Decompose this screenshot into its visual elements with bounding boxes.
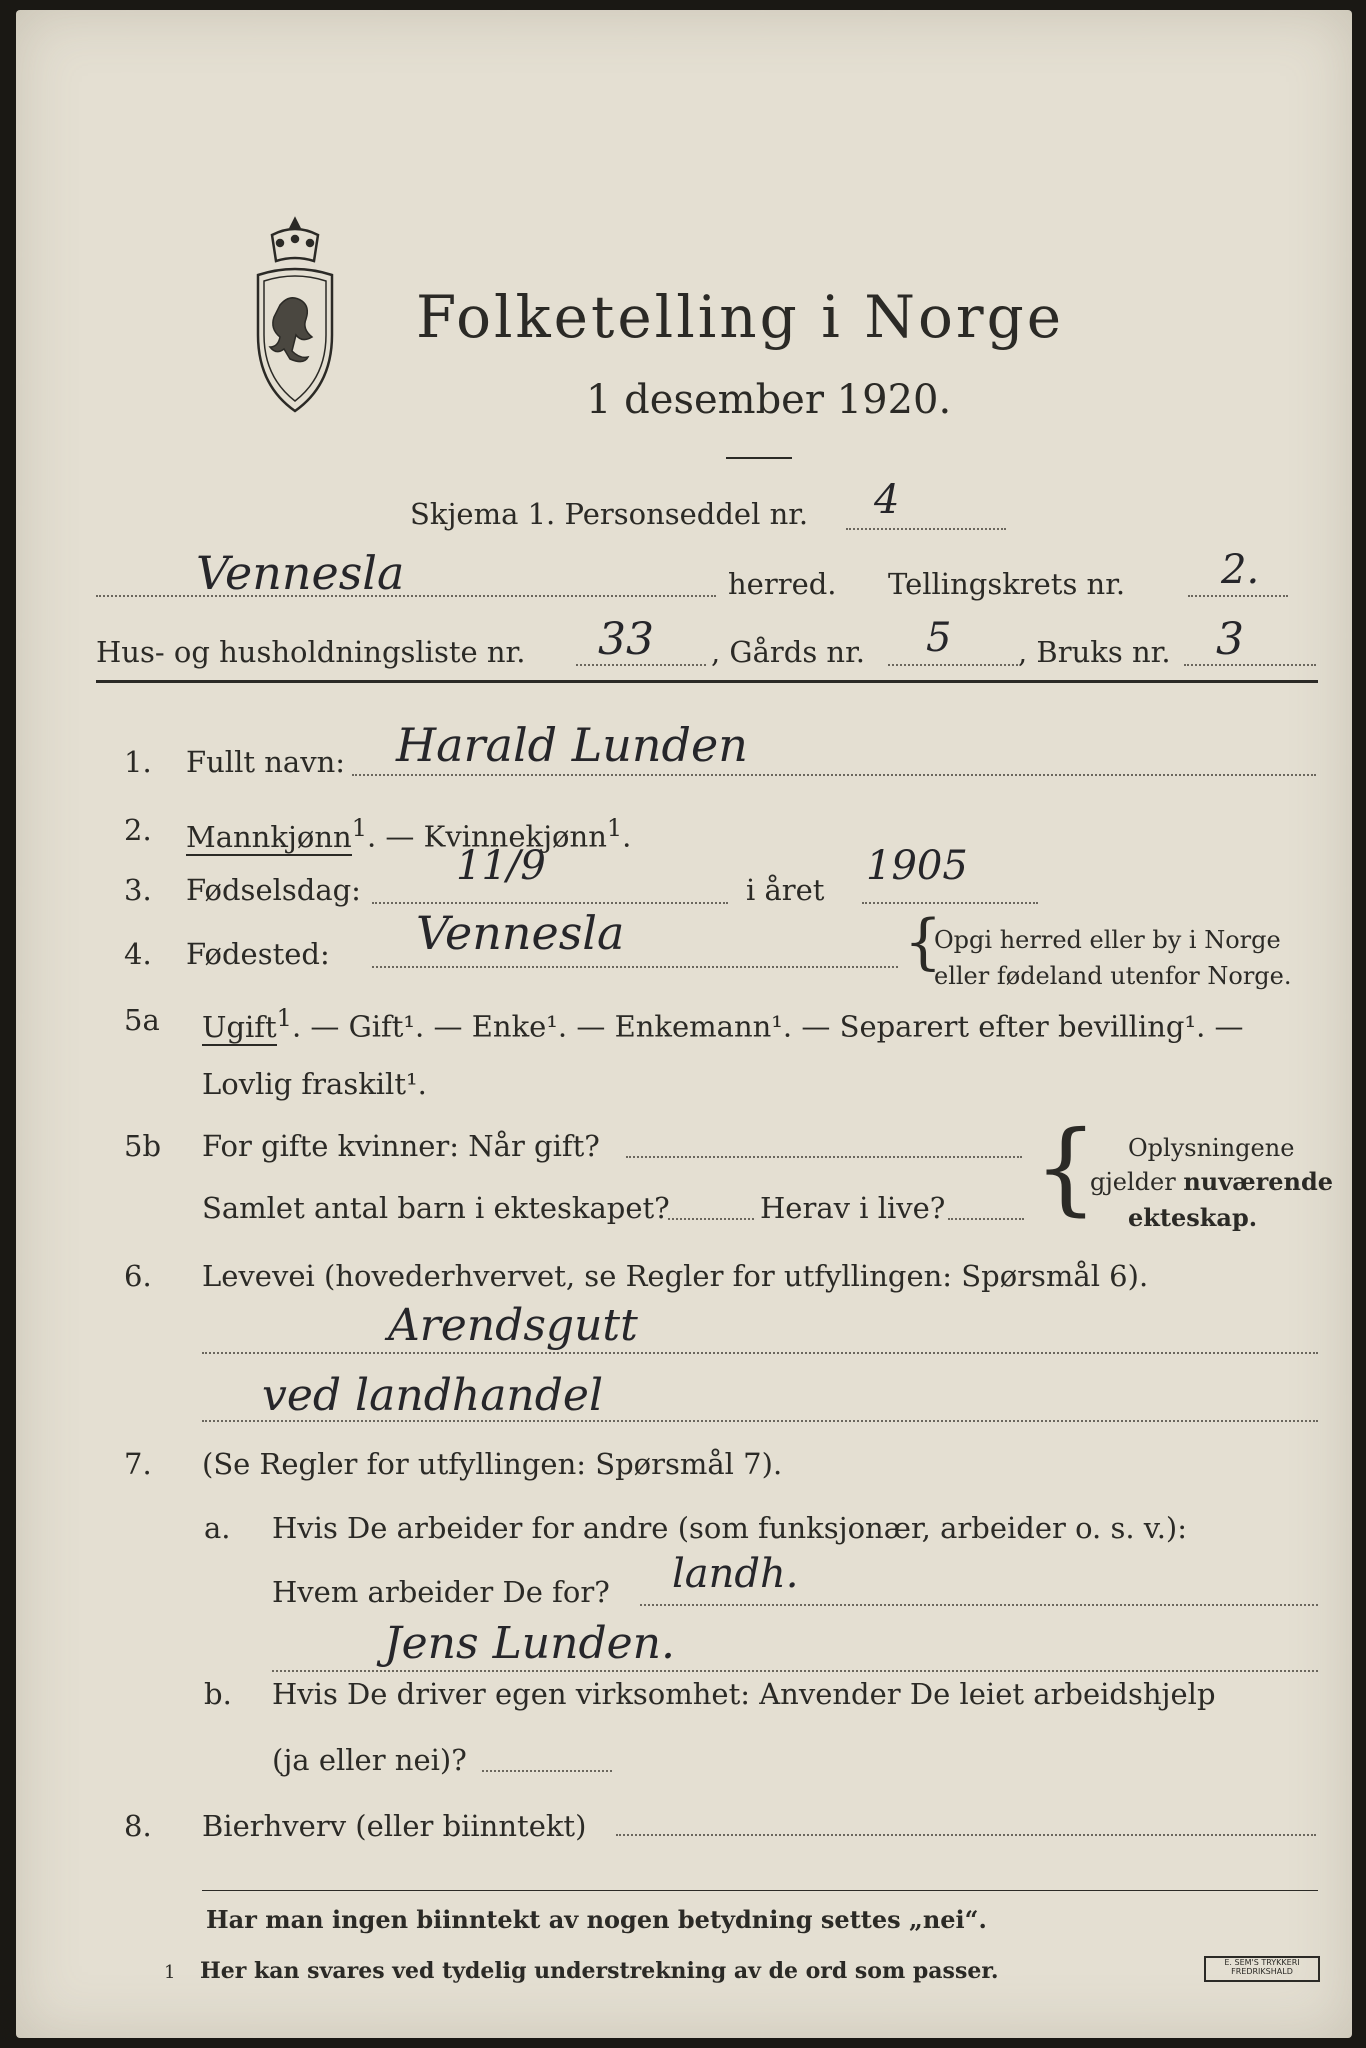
herred-value[interactable]: Vennesla — [196, 546, 405, 600]
tellingskrets-line — [1188, 595, 1288, 597]
q7a-letter: a. — [204, 1511, 231, 1545]
q4-line — [372, 966, 898, 968]
employer-value-2[interactable]: Jens Lunden. — [384, 1618, 676, 1669]
q7a-line-2-dots — [640, 1604, 1318, 1606]
q4-label: Fødested: — [186, 937, 330, 971]
herred-line — [96, 595, 716, 597]
q6-number: 6. — [124, 1259, 152, 1293]
q4-note-2: eller fødeland utenfor Norge. — [934, 962, 1292, 990]
q7a-line-2: Hvem arbeider De for? — [272, 1575, 610, 1609]
title-divider — [726, 457, 792, 459]
q7-label: (Se Regler for utfyllingen: Spørsmål 7). — [202, 1447, 783, 1481]
bruks-line — [1184, 664, 1316, 666]
footer-divider — [202, 1890, 1318, 1891]
q8-label: Bierhverv (eller biinntekt) — [202, 1809, 587, 1843]
q2-number: 2. — [124, 813, 152, 847]
q5b-line-2a: Samlet antal barn i ekteskapet? — [202, 1191, 670, 1225]
gards-label: , Gårds nr. — [711, 635, 865, 669]
section-divider — [96, 680, 1318, 683]
q3-day-line — [372, 902, 728, 904]
q5b-note-3: ekteskap. — [1128, 1203, 1258, 1232]
q4-note-1: Opgi herred eller by i Norge — [934, 926, 1281, 954]
employer-value-1[interactable]: landh. — [672, 1551, 799, 1597]
bruks-label: , Bruks nr. — [1018, 635, 1171, 669]
q8-number: 8. — [124, 1809, 152, 1843]
female-option[interactable]: Kvinnekjønn — [423, 819, 607, 854]
hus-value[interactable]: 33 — [598, 614, 654, 665]
q5b-note-1: Oplysningene — [1128, 1134, 1295, 1162]
birth-year-value[interactable]: 1905 — [866, 843, 968, 889]
q5a-line-2: Lovlig fraskilt¹. — [202, 1067, 427, 1101]
gards-line — [888, 664, 1018, 666]
q4-number: 4. — [124, 937, 152, 971]
q5a-number: 5a — [124, 1003, 160, 1037]
q5b-line-1-dots — [626, 1156, 1022, 1158]
q2-sex-options: Mannkjønn$^1$. — Kvinnekjønn$^1$. — [186, 814, 632, 854]
schema-value-line — [846, 528, 1006, 530]
coat-of-arms-seal — [250, 215, 340, 415]
schema-label: Skjema 1. Personseddel nr. — [410, 497, 809, 531]
birthplace-value[interactable]: Vennesla — [416, 906, 625, 960]
q1-line — [352, 774, 1316, 776]
q5b-brace: { — [1034, 1109, 1098, 1226]
footnote-text: Her kan svares ved tydelig understrekning av de ord som passer. — [200, 1958, 999, 1984]
q7a-line-1: Hvis De arbeider for andre (som funksjonær, arbeider o. s. v.): — [272, 1511, 1188, 1545]
occupation-value-1[interactable]: Arendsgutt — [388, 1300, 638, 1351]
personseddel-number[interactable]: 4 — [874, 477, 900, 523]
q7b-letter: b. — [204, 1677, 232, 1711]
ugift-option[interactable]: Ugift — [202, 1009, 277, 1044]
q7b-line-2-dots — [482, 1770, 612, 1772]
q5b-number: 5b — [124, 1129, 162, 1163]
q8-line — [616, 1834, 1316, 1836]
birth-day-value[interactable]: 11/9 — [456, 843, 546, 889]
q3-year-label: i året — [746, 873, 825, 907]
q7-number: 7. — [124, 1447, 152, 1481]
herred-label: herred. — [728, 567, 837, 601]
q7b-line-2: (ja eller nei)? — [272, 1743, 467, 1777]
footer-note: Har man ingen biinntekt av nogen betydning settes „nei“. — [206, 1905, 987, 1934]
form-title: Folketelling i Norge — [416, 283, 1065, 351]
q1-label: Fullt navn: — [186, 745, 346, 779]
q7a-line-3-dots — [272, 1670, 1318, 1672]
q3-number: 3. — [124, 873, 152, 907]
q3-year-line — [862, 902, 1038, 904]
male-option[interactable]: Mannkjønn — [186, 819, 352, 854]
q5a-marital-options: Ugift$^1$. — Gift¹. — Enke¹. — Enkemann¹. — Separert efter bevilling¹. — — [202, 1004, 1244, 1044]
q3-label: Fødselsdag: — [186, 873, 361, 907]
q1-number: 1. — [124, 745, 152, 779]
occupation-value-2[interactable]: ved landhandel — [262, 1370, 604, 1421]
q5b-children-dots — [668, 1218, 754, 1220]
q5b-line-2b: Herav i live? — [760, 1191, 946, 1225]
printer-stamp: E. SEM'S TRYKKERI FREDRIKSHALD — [1204, 1956, 1320, 1982]
gards-value[interactable]: 5 — [926, 615, 952, 661]
q6-label: Levevei (hovederhvervet, se Regler for utfyllingen: Spørsmål 6). — [202, 1259, 1149, 1293]
full-name-value[interactable]: Harald Lunden — [396, 718, 748, 772]
tellingskrets-label: Tellingskrets nr. — [888, 567, 1126, 601]
q4-brace: { — [904, 907, 943, 977]
census-date: 1 desember 1920. — [586, 377, 952, 423]
bruks-value[interactable]: 3 — [1216, 614, 1244, 665]
tellingskrets-value[interactable]: 2. — [1221, 547, 1260, 593]
q7b-line-1: Hvis De driver egen virksomhet: Anvender De leiet arbeidshjelp — [272, 1677, 1216, 1711]
q5b-alive-dots — [948, 1218, 1024, 1220]
hus-label: Hus- og husholdningsliste nr. — [96, 635, 526, 669]
q5b-line-1: For gifte kvinner: Når gift? — [202, 1129, 600, 1163]
census-form-sheet — [16, 10, 1352, 2038]
q5b-note-2: gjelder nuværende — [1090, 1167, 1334, 1196]
q6-line-1 — [202, 1352, 1318, 1354]
footnote-number: 1 — [164, 1962, 176, 1983]
